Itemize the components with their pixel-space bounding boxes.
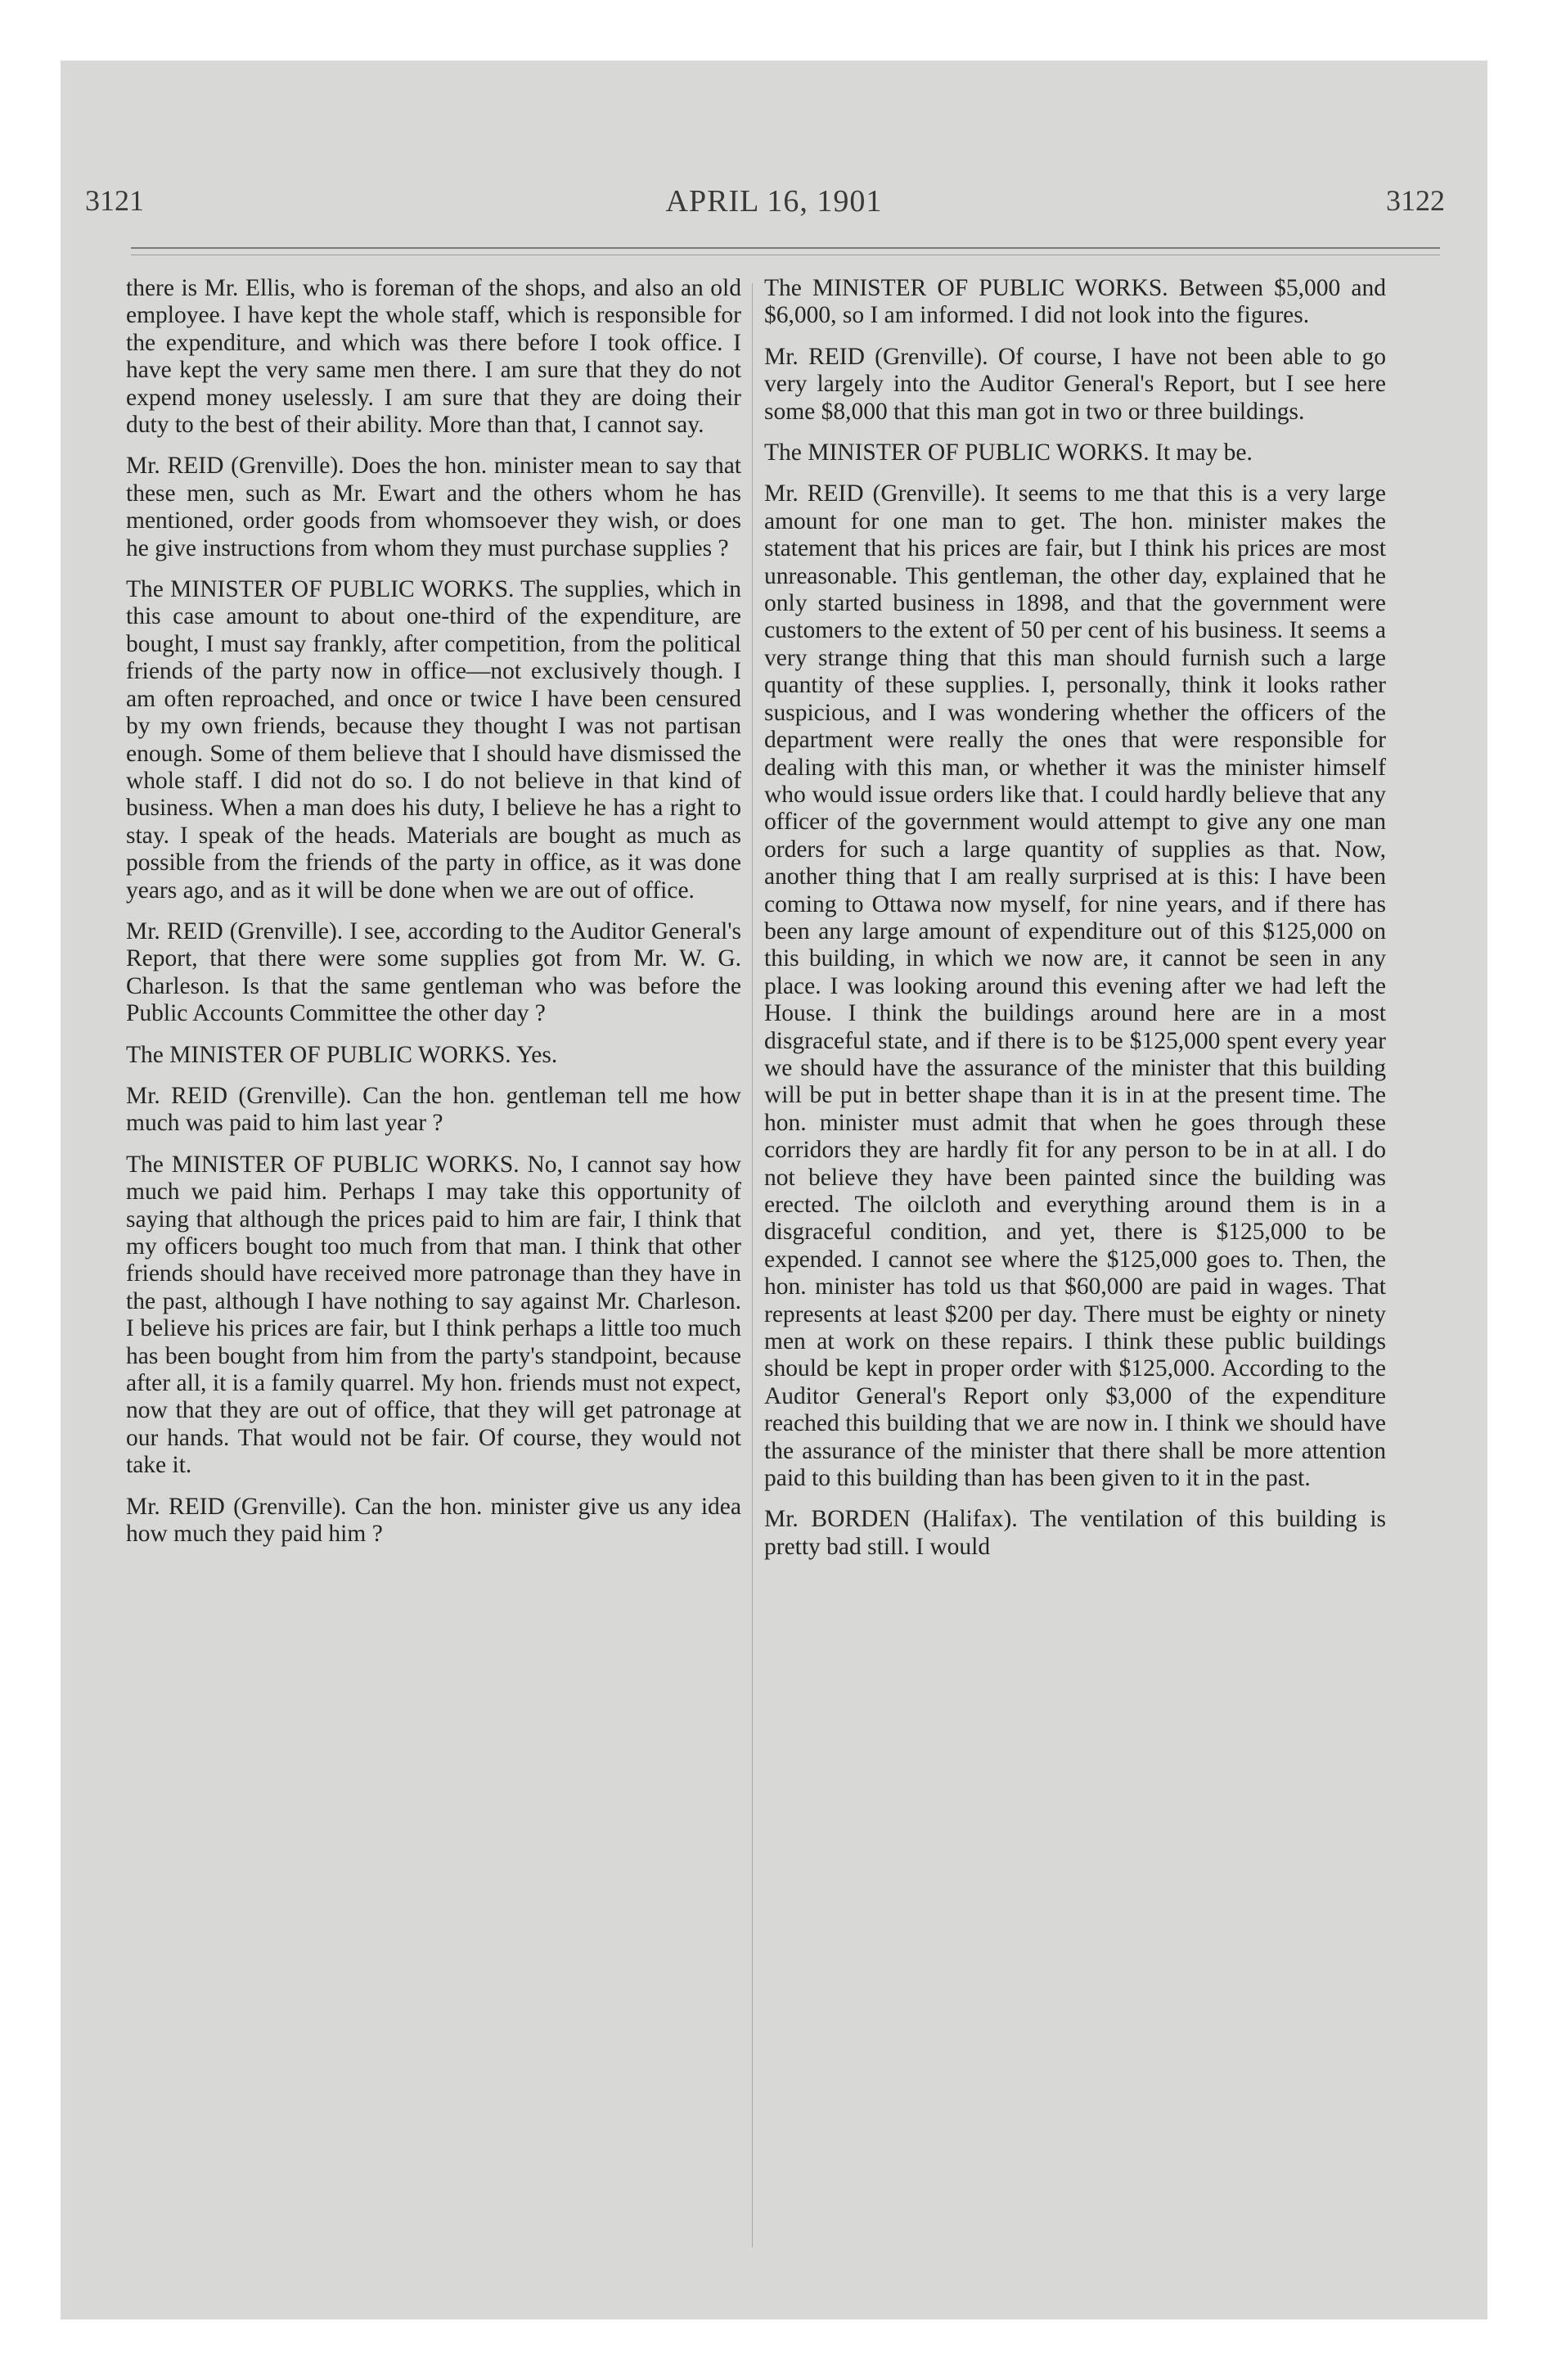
paragraph: The MINISTER OF PUBLIC WORKS. Between $5,000 and $6,000, so I am informed. I did not look into the figures.: [764, 275, 1386, 329]
paragraph: The MINISTER OF PUBLIC WORKS. It may be.: [764, 439, 1253, 467]
page-header: [61, 183, 1487, 232]
paragraph: there is Mr. Ellis, who is foreman of the shops, and also an old employee. I have kept the whole staff, which is responsible for the expenditure, and which was there before I took office. I have kept the very same men there. I am sure that they do not expend money uselessly. I am sure that they are doing their duty to the best of their ability. More than that, I cannot say.: [126, 275, 741, 439]
page-number-left: 3121: [85, 184, 144, 217]
page-number-right: 3122: [1386, 184, 1445, 217]
paragraph: Mr. BORDEN (Halifax). The ventilation of this building is pretty bad still. I would: [764, 1506, 1386, 1560]
page-date: APRIL 16, 1901: [665, 184, 883, 219]
paragraph: Mr. REID (Grenville). Does the hon. minister mean to say that these men, such as Mr. Ewart and the others whom he has mentioned, order goods from whomsoever they wish, or does he give instructions from whom they must purchase supplies ?: [126, 453, 741, 561]
document-page: [61, 61, 1487, 2319]
left-column: [126, 275, 741, 1562]
paragraph: Mr. REID (Grenville). It seems to me that this is a very large amount for one man to get. The hon. minister makes the statement that his prices are fair, but I think his prices are most unreasonable. This gentleman, the other day, explained that he only started business in 1898, and that the government were customers to the extent of 50 per cent of his business. It seems a very strange thing that this man should furnish such a large quantity of these supplies. I, personally, think it looks rather suspicious, and I was wondering whether the officers of the department were really the ones that were responsible for dealing with this man, or whether it was the minister himself who would issue orders like that. I could hardly believe that any officer of the government would attempt to give any one man orders for such a large quantity of supplies as that. Now, another thing that I am really surprised at is this: I have been coming to Ottawa now myself, for nine years, and if there has been any large amount of expenditure out of this $125,000 on this building, in which we now are, it cannot be seen in any place. I was looking around this evening after we had left the House. I think the buildings around here are in a most disgraceful state, and if there is to be $125,000 spent every year we should have the assurance of the minister that this building will be put in better shape than it is in at the present time. The hon. minister must admit that when he goes through these corridors they are hardly fit for any person to be in at all. I do not believe they have been painted since the building was erected. The oilcloth and everything around them is in a disgraceful condition, and yet, there is $125,000 to be expended. I cannot see where the $125,000 goes to. Then, the hon. minister has told us that $60,000 are paid in wages. That represents at least $200 per day. There must be eighty or ninety men at work on these repairs. I think these public buildings should be kept in proper order with $125,000. According to the Auditor General's Report only $3,000 of the expenditure reached this building that we are now in. I think we should have the assurance of the minister that there shall be more attention paid to this building than has been given to it in the past.: [764, 480, 1386, 1492]
paragraph: Mr. REID (Grenville). Can the hon. gentleman tell me how much was paid to him last year ?: [126, 1082, 741, 1137]
right-column: [764, 275, 1386, 1575]
header-rule-thick: [131, 247, 1440, 249]
paragraph: Mr. REID (Grenville). Of course, I have not been able to go very largely into the Auditor General's Report, but I see here some $8,000 that this man got in two or three buildings.: [764, 343, 1386, 425]
paragraph: The MINISTER OF PUBLIC WORKS. Yes.: [126, 1041, 558, 1068]
paragraph: Mr. REID (Grenville). Can the hon. minister give us any idea how much they paid him ?: [126, 1493, 741, 1548]
paragraph: The MINISTER OF PUBLIC WORKS. No, I cannot say how much we paid him. Perhaps I may take this opportunity of saying that although the prices paid to him are fair, I think that my officers bought too much from that man. I think that other friends should have received more patronage than they have in the past, although I have nothing to say against Mr. Charleson. I believe his prices are fair, but I think perhaps a little too much has been bought from him from the party's standpoint, because after all, it is a family quarrel. My hon. friends must not expect, now that they are out of office, that they will get patronage at our hands. That would not be fair. Of course, they would not take it.: [126, 1151, 741, 1479]
paragraph: Mr. REID (Grenville). I see, according to the Auditor General's Report, that there were some supplies got from Mr. W. G. Charleson. Is that the same gentleman who was before the Public Accounts Committee the other day ?: [126, 917, 741, 1027]
column-divider: [752, 283, 753, 2247]
paragraph: The MINISTER OF PUBLIC WORKS. The supplies, which in this case amount to about one-third of the expenditure, are bought, I must say frankly, after competition, from the political friends of the party now in office—not exclusively though. I am often reproached, and once or twice I have been censured by my own friends, because they thought I was not partisan enough. Some of them believe that I should have dismissed the whole staff. I did not do so. I do not believe in that kind of business. When a man does his duty, I believe he has a right to stay. I speak of the heads. Materials are bought as much as possible from the friends of the party in office, as it was done years ago, and as it will be done when we are out of office.: [126, 576, 741, 904]
